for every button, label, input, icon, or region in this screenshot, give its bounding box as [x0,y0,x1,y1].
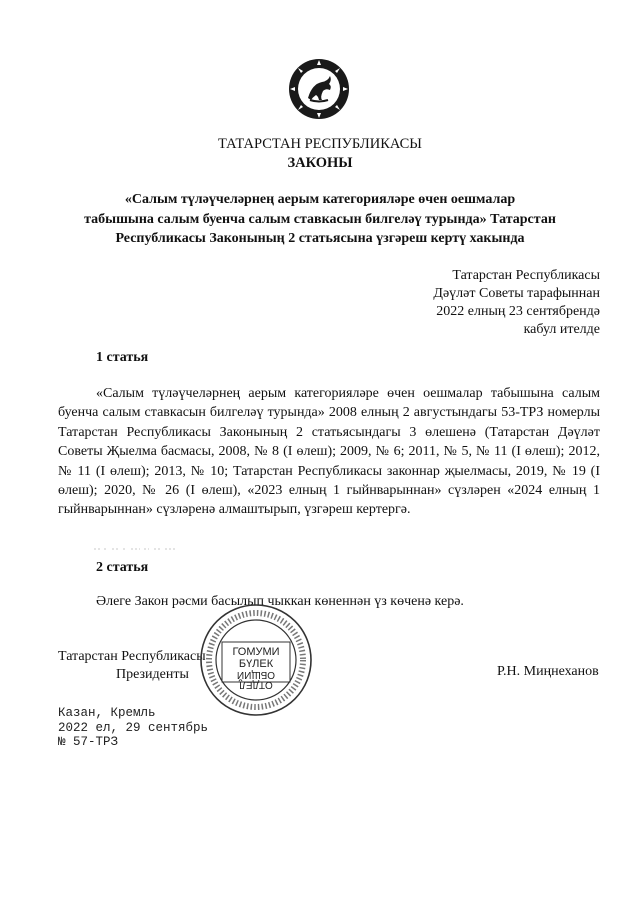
seal-text-line: ГОМУМИ [232,646,280,658]
law-title-line: «Салым түләүчеләрнең аерым категорияләре өчен оешмалар [124,192,516,207]
republic-heading: ТАТАРСТАН РЕСПУБЛИКАСЫ [218,136,422,152]
adoption-line: 2022 елның 23 сентябрендә [436,304,600,319]
issue-place: Казан, Кремль [58,706,156,720]
issue-details [58,706,208,750]
law-title [70,190,570,249]
adoption-line: кабул ителде [523,322,600,337]
seal-text-line: ОБЩИЙ [236,669,276,680]
law-heading: ЗАКОНЫ [287,155,353,171]
seal-text-line: ОТДЕЛ [239,679,273,690]
law-title-line: Республикасы Законының 2 статьясына үзгәреш кертү хакында [115,231,525,246]
adoption-line: Татарстан Республикасы [452,268,600,283]
article-2-heading: 2 статья [96,560,149,575]
law-title-line: табышына салым буенча салым ставкасын билгеләү турында» Татарстан [84,211,556,227]
coat-of-arms-emblem-icon [288,58,350,120]
scan-noise-decoration [94,546,194,552]
adoption-block [433,267,600,339]
official-seal-icon [198,602,314,718]
position-line: Президенты [116,667,189,682]
issue-date: 2022 ел, 29 сентябрь [58,720,209,735]
seal-text-line: БҮЛЕК [238,658,274,670]
position-line: Татарстан Республикасы [58,649,206,664]
adoption-line: Дәүләт Советы тарафыннан [433,286,600,301]
issue-number: № 57-ТРЗ [58,735,119,749]
signature-position [58,648,206,684]
article-1-text: «Салым түләүчеләрнең аерым категорияләре өчен оешмалар табышына салым буенча салым ставкасын билгеләү турында» 2008 елның 2 августындагы 53-ТРЗ номерлы Татарстан Республикасы Законының 2 статьясындагы 3 өлешенә (Татарстан Дәүләт Советы Җыелма басмасы, 2008, № 8 (I өлеш); 2009, № 6; 2011, № 5, № 11 (I өлеш); 2012, № 11 (I өлеш); 2013, № 10; Татарстан Республикасы законнар җыелмасы, 2019, № 19 (I өлеш); 2020, № 26 (I өлеш), «2023 елның 1 гыйнварыннан» сүзләрен «2024 елның 1 гыйнварыннан» сүзләренә алмаштырып, үзгәреш кертергә. [58,386,600,518]
article-2-text: Әлеге Закон рәсми басылып чыккан көненнән үз көченә керә. [96,594,464,609]
president-name: Р.Н. Миңнеханов [497,664,599,679]
article-1-heading: 1 статья [96,350,149,365]
